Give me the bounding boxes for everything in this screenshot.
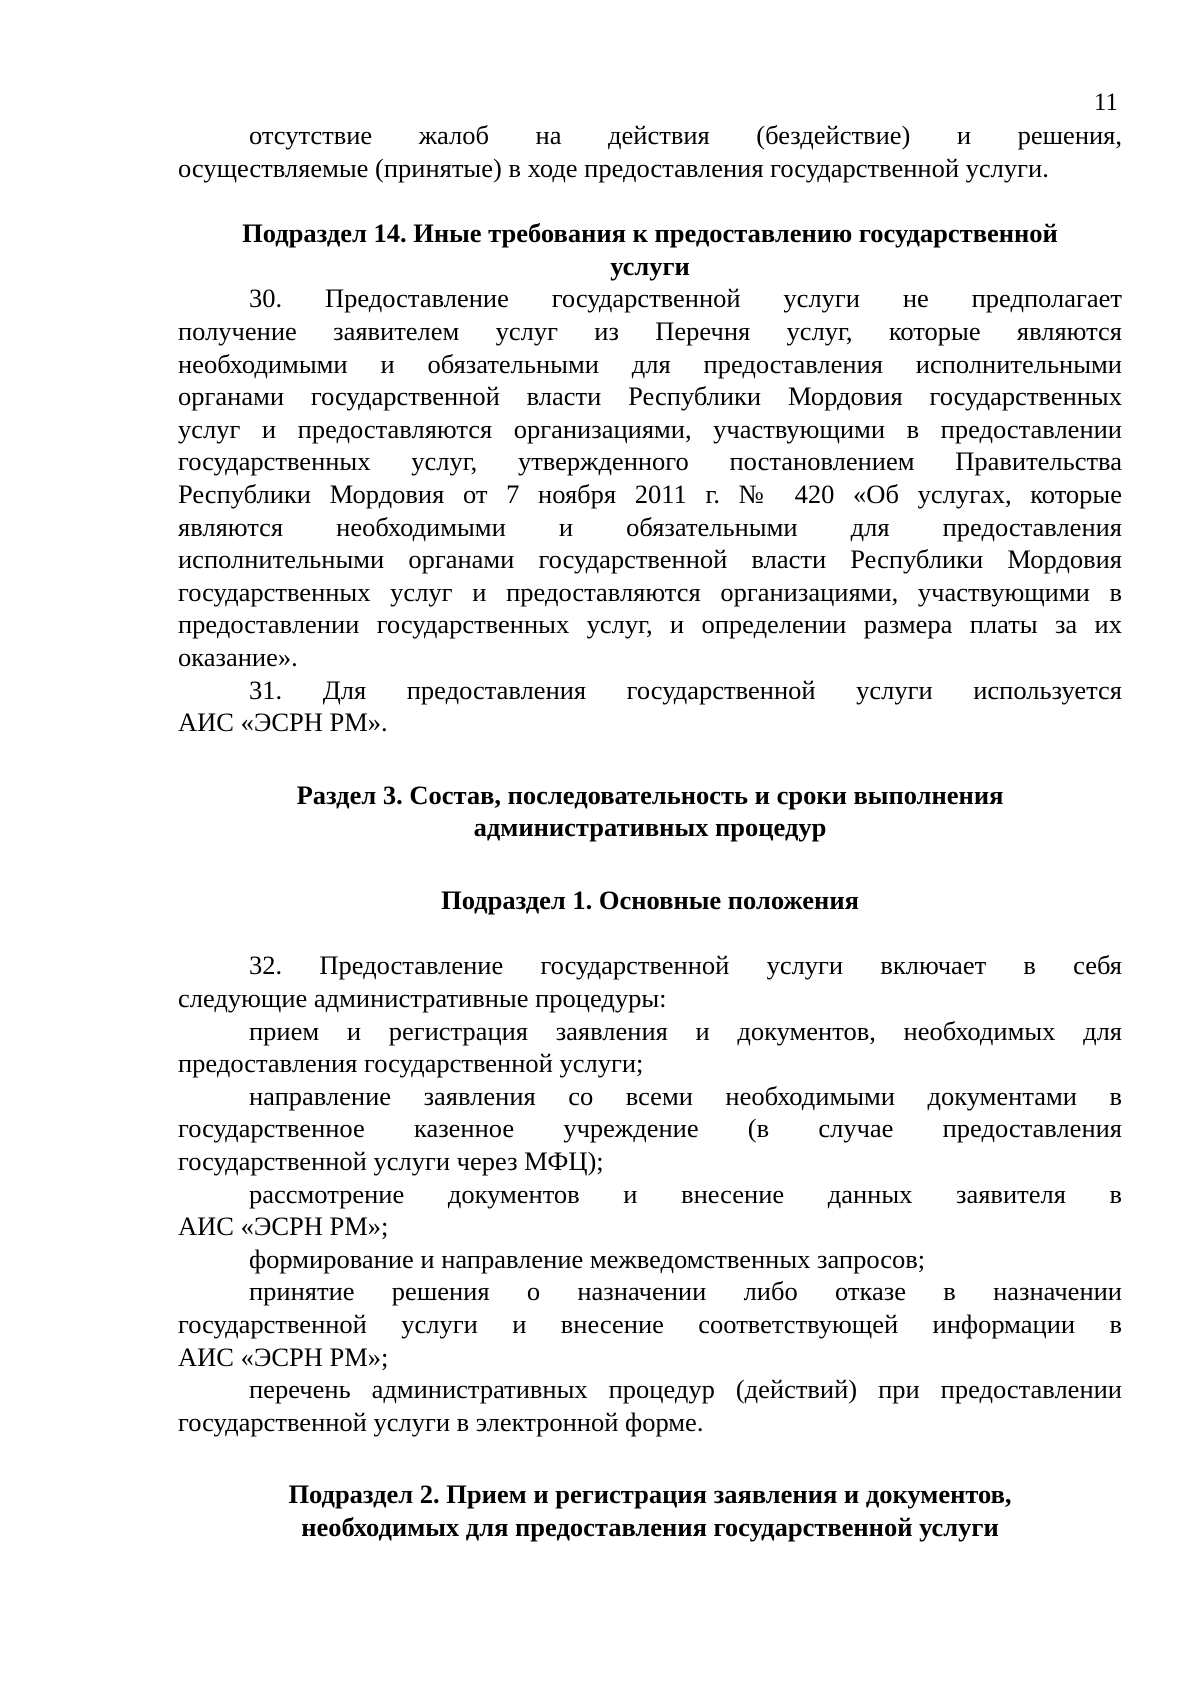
- body-text-line: перечень административных процедур (действий) при предоставлении: [249, 1374, 1122, 1405]
- section-heading-line: Подраздел 2. Прием и регистрация заявления и документов,: [288, 1479, 1012, 1510]
- document-body: [178, 119, 1122, 1544]
- body-text-line: органами государственной власти Республики Мордовия государственных: [178, 381, 1122, 412]
- body-text-line: АИС «ЭСРН РМ».: [178, 707, 388, 738]
- body-text-line: государственных услуг и предоставляются организациями, участвующими в: [178, 576, 1122, 607]
- section-heading-line: необходимых для предоставления государственной услуги: [301, 1511, 999, 1542]
- section-spacer: [178, 844, 1122, 884]
- body-text-line: государственной услуги в электронной форме.: [178, 1406, 704, 1437]
- body-text-line: получение заявителем услуг из Перечня услуг, которые являются: [178, 315, 1122, 346]
- body-text-line: АИС «ЭСРН РМ»;: [178, 1341, 389, 1372]
- body-text-line: оказание».: [178, 641, 298, 672]
- body-text-line: Республики Мордовия от 7 ноября 2011 г. № 420 «Об услугах, которые: [178, 478, 1122, 509]
- body-text-line: государственной услуги и внесение соответствующей информации в: [178, 1309, 1122, 1339]
- body-text-line: исполнительными органами государственной власти Республики Мордовия: [178, 544, 1122, 575]
- body-text-line: услуг и предоставляются организациями, участвующими в предоставлении: [178, 413, 1122, 444]
- body-text-line: 31. Для предоставления государственной услуги используется: [249, 674, 1122, 705]
- section-heading-line: административных процедур: [473, 812, 827, 843]
- section-spacer: [178, 739, 1122, 779]
- body-text-line: осуществляемые (принятые) в ходе предоставления государственной услуги.: [178, 152, 1049, 183]
- body-text-line: предоставлении государственных услуг, и определении размера платы за их: [178, 609, 1122, 640]
- section-heading-line: услуги: [610, 250, 690, 281]
- section-heading-line: Подраздел 14. Иные требования к предоставлению государственной: [242, 218, 1058, 249]
- body-text-line: государственной услуги через МФЦ);: [178, 1146, 604, 1177]
- body-text-line: АИС «ЭСРН РМ»;: [178, 1211, 389, 1242]
- body-text-line: государственное казенное учреждение (в случае предоставления: [178, 1113, 1122, 1144]
- section-spacer: [178, 916, 1122, 949]
- section-heading-line: Раздел 3. Состав, последовательность и сроки выполнения: [296, 779, 1004, 810]
- body-text-line: прием и регистрация заявления и документов, необходимых для: [249, 1015, 1122, 1046]
- body-text-line: являются необходимыми и обязательными для предоставления: [178, 511, 1122, 542]
- page-number: 11: [1093, 89, 1118, 116]
- body-text-line: рассмотрение документов и внесение данных заявителя в: [249, 1178, 1122, 1209]
- body-text-line: направление заявления со всеми необходимыми документами в: [249, 1080, 1122, 1111]
- body-text-line: предоставления государственной услуги;: [178, 1048, 644, 1079]
- body-text-line: 32. Предоставление государственной услуги включает в себя: [249, 950, 1122, 981]
- section-spacer: [178, 1438, 1122, 1478]
- body-text-line: 30. Предоставление государственной услуги не предполагает: [249, 283, 1122, 314]
- body-text-line: принятие решения о назначении либо отказе в назначении: [249, 1276, 1122, 1307]
- body-text-line: отсутствие жалоб на действия (бездействие) и решения,: [249, 120, 1122, 150]
- body-text-line: государственных услуг, утвержденного постановлением Правительства: [178, 446, 1122, 477]
- body-text-line: необходимыми и обязательными для предоставления исполнительными: [178, 348, 1122, 379]
- body-text-line: следующие административные процедуры:: [178, 983, 667, 1014]
- section-spacer: [178, 184, 1122, 217]
- section-heading-line: Подраздел 1. Основные положения: [441, 884, 859, 915]
- body-text-line: формирование и направление межведомственных запросов;: [249, 1243, 926, 1274]
